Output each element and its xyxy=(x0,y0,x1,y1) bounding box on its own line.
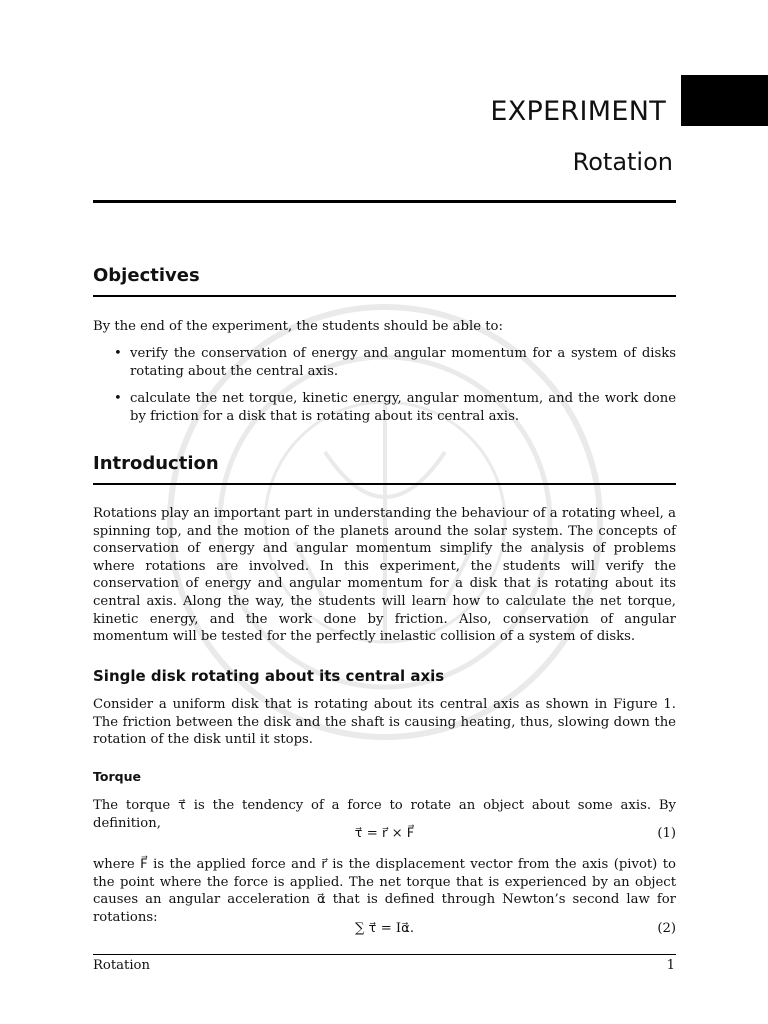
introduction-divider xyxy=(93,483,676,485)
objectives-list xyxy=(110,345,676,435)
objectives-intro: By the end of the experiment, the students should be able to: xyxy=(93,319,503,334)
torque-body-1: The torque τ⃗ is the tendency of a force to rotate an object about some axis. By definition, xyxy=(93,798,676,831)
single-disk-body: Consider a uniform disk that is rotating about its central axis as shown in Figure 1. The friction between the disk and the shaft is causing heating, thus, slowing down the rotation of the disk until it stops. xyxy=(93,697,676,748)
equation-1-number: (1) xyxy=(657,826,676,841)
page-title: EXPERIMENT xyxy=(490,96,666,127)
equation-2-expression: ∑ τ⃗ = Iα⃗. xyxy=(354,921,415,936)
title-divider xyxy=(93,200,676,203)
introduction-body: Rotations play an important part in understanding the behaviour of a rotating wheel, a spinning top, and the motion of the planets around the solar system. The concepts of conservation of energy and angular momentum simplify the analysis of problems where rotations are involved. In this experiment, the students will verify the conservation of energy and angular momentum for a disk that is rotating about its central axis. Along the way, the students will learn how to calculate the net torque, kinetic energy, and the work done by friction. Also, conservation of angular momentum will be tested for the perfectly inelastic collision of a system of disks. xyxy=(93,506,676,645)
introduction-heading: Introduction xyxy=(93,453,219,474)
single-disk-heading: Single disk rotating about its central axis xyxy=(93,667,445,685)
objectives-divider xyxy=(93,295,676,297)
page-number: 1 xyxy=(666,958,675,973)
list-item xyxy=(110,390,676,425)
equation-2-number: (2) xyxy=(657,921,676,936)
equation-1-expression: τ⃗ = r⃗ × F⃗ xyxy=(354,826,415,841)
equation-1 xyxy=(93,826,676,846)
equation-2 xyxy=(93,921,676,941)
footer-title: Rotation xyxy=(93,958,150,973)
chapter-tab-block xyxy=(681,75,768,126)
bullet-icon: • xyxy=(114,346,122,361)
list-item xyxy=(110,345,676,380)
torque-body-2: where F⃗ is the applied force and r⃗ is the displacement vector from the axis (pivot) to the point where the force is applied. The net torque that is experienced by an object causes an angular acceleration α⃗ that is defined through Newton’s second law for rotations: xyxy=(93,857,676,925)
footer-divider xyxy=(93,954,676,955)
objectives-heading: Objectives xyxy=(93,265,200,286)
torque-heading: Torque xyxy=(93,769,141,784)
page-subtitle: Rotation xyxy=(572,148,673,176)
objective-text: verify the conservation of energy and angular momentum for a system of disks rotating about the central axis. xyxy=(130,346,676,379)
objective-text: calculate the net torque, kinetic energy, angular momentum, and the work done by friction for a disk that is rotating about its central axis. xyxy=(130,391,676,424)
bullet-icon: • xyxy=(114,391,122,407)
